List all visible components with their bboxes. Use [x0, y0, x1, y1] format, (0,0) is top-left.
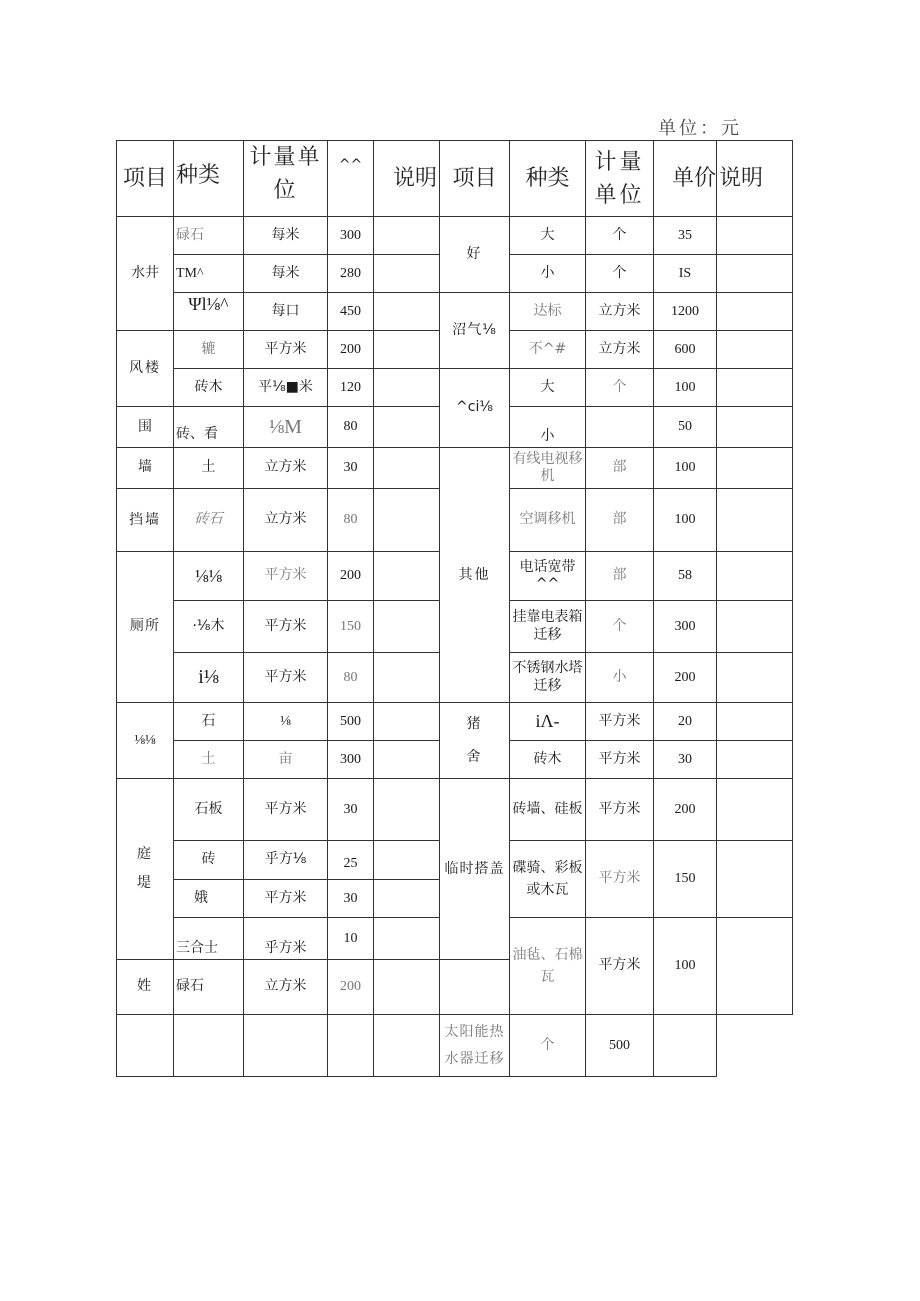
kind-cell: 达标 — [510, 293, 586, 331]
price-cell: 300 — [328, 741, 374, 779]
unit-cell: 平方米 — [586, 703, 654, 741]
empty-cell — [174, 1015, 244, 1077]
table-row — [117, 369, 793, 407]
header-kind-right: 种类 — [510, 141, 586, 217]
unit-cell: 平方米 — [244, 331, 328, 369]
price-cell: 10 — [328, 918, 374, 960]
kind-cell: 砖、看 — [174, 407, 244, 448]
price-cell: 35 — [654, 217, 717, 255]
price-cell: 200 — [654, 779, 717, 841]
category-pigsty: 猪舍 — [440, 703, 510, 779]
unit-cell: 个 — [586, 369, 654, 407]
note-cell — [717, 841, 793, 918]
note-cell — [374, 293, 440, 331]
kind-cell: 电话宽带^^ — [510, 552, 586, 601]
price-cell: 300 — [654, 601, 717, 653]
unit-cell: 立方米 — [586, 331, 654, 369]
unit-cell: 乎方米 — [244, 918, 328, 960]
price-cell: 100 — [654, 369, 717, 407]
category-other: 其他 — [440, 448, 510, 703]
kind-cell: 砖木 — [510, 741, 586, 779]
kind-cell: 有线电视移机 — [510, 448, 586, 489]
note-cell — [374, 407, 440, 448]
price-cell: 500 — [586, 1015, 654, 1077]
unit-label: 单位：元 — [658, 118, 742, 139]
kind-cell: 挂靠电表箱迁移 — [510, 601, 586, 653]
category-good: 好 — [440, 217, 510, 293]
unit-cell: 个 — [586, 217, 654, 255]
kind-cell: 太阳能热水器迁移 — [440, 1015, 510, 1077]
kind-cell: 碟骑、彩板或木瓦 — [510, 841, 586, 918]
price-cell: 25 — [328, 841, 374, 880]
unit-cell: 立方米 — [244, 489, 328, 552]
kind-cell: 碌石 — [174, 217, 244, 255]
kind-cell: 砖 — [174, 841, 244, 880]
note-cell — [717, 255, 793, 293]
note-cell — [717, 331, 793, 369]
price-cell: 150 — [328, 601, 374, 653]
price-cell: 200 — [328, 552, 374, 601]
unit-cell: 立方米 — [244, 960, 328, 1015]
unit-cell: ⅛M — [244, 407, 328, 448]
price-cell: 100 — [654, 448, 717, 489]
note-cell — [374, 841, 440, 880]
kind-cell: 砖石 — [174, 489, 244, 552]
unit-cell: 个 — [510, 1015, 586, 1077]
unit-cell: 立方米 — [244, 448, 328, 489]
kind-cell: 土 — [174, 741, 244, 779]
note-cell — [374, 880, 440, 918]
header-price: ^^ — [328, 141, 374, 217]
table-row — [117, 703, 793, 741]
price-cell: IS — [654, 255, 717, 293]
unit-cell: 平方米 — [244, 779, 328, 841]
category-temporary-build: 临时搭盖 — [440, 779, 510, 960]
category-ci: ^ci⅛ — [440, 369, 510, 448]
note-cell — [374, 960, 440, 1015]
unit-cell: 平方米 — [586, 779, 654, 841]
empty-cell — [244, 1015, 328, 1077]
kind-cell: 石板 — [174, 779, 244, 841]
empty-cell — [117, 1015, 174, 1077]
unit-cell: 每米 — [244, 217, 328, 255]
unit-cell: 平方米 — [586, 741, 654, 779]
note-cell — [717, 407, 793, 448]
price-cell: 200 — [654, 653, 717, 703]
price-cell: 80 — [328, 407, 374, 448]
compensation-table — [116, 140, 793, 1077]
kind-cell: 砖木 — [174, 369, 244, 407]
note-cell — [717, 703, 793, 741]
unit-cell: 部 — [586, 552, 654, 601]
unit-cell: 平方米 — [244, 601, 328, 653]
header-unit: 计量单位 — [244, 141, 328, 217]
price-cell: 50 — [654, 407, 717, 448]
kind-cell: 大 — [510, 217, 586, 255]
kind-cell: iΛ- — [510, 703, 586, 741]
kind-cell: 空调移机 — [510, 489, 586, 552]
header-kind: 种类 — [174, 141, 244, 217]
kind-cell: 大 — [510, 369, 586, 407]
price-cell: 200 — [328, 960, 374, 1015]
category-wall-bottom: 墙 — [117, 448, 174, 489]
kind-cell: 三合士 — [174, 918, 244, 960]
kind-cell: 碌石 — [174, 960, 244, 1015]
price-cell: 200 — [328, 331, 374, 369]
header-note-right: 说明 — [717, 141, 793, 217]
price-cell: 1200 — [654, 293, 717, 331]
unit-cell: 部 — [586, 448, 654, 489]
note-cell — [717, 918, 793, 1015]
kind-cell: ·⅛木 — [174, 601, 244, 653]
unit-cell: 部 — [586, 489, 654, 552]
kind-cell: 石 — [174, 703, 244, 741]
note-cell — [374, 741, 440, 779]
note-cell — [717, 653, 793, 703]
header-unit-right: 计量单位 — [586, 141, 654, 217]
header-item-right: 项目 — [440, 141, 510, 217]
note-cell — [374, 552, 440, 601]
note-cell — [717, 293, 793, 331]
kind-cell: 土 — [174, 448, 244, 489]
price-cell: 30 — [328, 779, 374, 841]
empty-cell — [328, 1015, 374, 1077]
unit-cell: 每口 — [244, 293, 328, 331]
price-cell: 280 — [328, 255, 374, 293]
price-cell: 30 — [328, 880, 374, 918]
note-cell — [374, 779, 440, 841]
category-toilet: 厕所 — [117, 552, 174, 703]
kind-cell: i⅛ — [174, 653, 244, 703]
price-cell: 120 — [328, 369, 374, 407]
kind-cell: 娥 — [174, 880, 244, 918]
unit-cell: 平⅛■米 — [244, 369, 328, 407]
unit-cell: 每米 — [244, 255, 328, 293]
unit-cell: 个 — [586, 255, 654, 293]
price-cell: 450 — [328, 293, 374, 331]
note-cell — [374, 653, 440, 703]
kind-cell: Ψl⅛^ — [174, 293, 244, 331]
price-cell: 30 — [328, 448, 374, 489]
unit-cell: 小 — [586, 653, 654, 703]
kind-cell: 辘 — [174, 331, 244, 369]
note-cell — [374, 489, 440, 552]
price-cell: 20 — [654, 703, 717, 741]
kind-cell: 小 — [510, 255, 586, 293]
note-cell — [374, 448, 440, 489]
kind-cell: TM^ — [174, 255, 244, 293]
unit-cell: 立方米 — [586, 293, 654, 331]
note-cell — [717, 741, 793, 779]
note-cell — [717, 369, 793, 407]
price-cell: 100 — [654, 918, 717, 1015]
note-cell — [374, 255, 440, 293]
note-cell — [717, 779, 793, 841]
category-well: 水井 — [117, 217, 174, 331]
price-cell: 80 — [328, 653, 374, 703]
kind-cell: 油毡、石棉瓦 — [510, 918, 586, 1015]
unit-cell: 个 — [586, 601, 654, 653]
kind-cell: 小 — [510, 407, 586, 448]
unit-cell: 亩 — [244, 741, 328, 779]
note-cell — [717, 448, 793, 489]
note-cell — [717, 217, 793, 255]
table-row — [117, 1015, 793, 1077]
price-cell: 600 — [654, 331, 717, 369]
kind-cell: ⅛⅛ — [174, 552, 244, 601]
note-cell — [717, 489, 793, 552]
unit-cell — [586, 407, 654, 448]
note-cell — [374, 918, 440, 960]
price-cell: 300 — [328, 217, 374, 255]
unit-cell: 平方米 — [244, 653, 328, 703]
category-retaining-wall: 挡墙 — [117, 489, 174, 552]
table-row — [117, 293, 793, 331]
unit-cell: 平方米 — [586, 918, 654, 1015]
category-x88: ⅛⅛ — [117, 703, 174, 779]
note-cell — [374, 703, 440, 741]
unit-cell: 平方米 — [244, 552, 328, 601]
price-cell: 58 — [654, 552, 717, 601]
kind-cell: 不锈钢水塔迁移 — [510, 653, 586, 703]
table-row — [117, 217, 793, 255]
unit-cell: 乎方⅛ — [244, 841, 328, 880]
note-cell — [717, 552, 793, 601]
note-cell — [374, 369, 440, 407]
price-cell: 80 — [328, 489, 374, 552]
kind-cell: 不^# — [510, 331, 586, 369]
note-cell — [374, 217, 440, 255]
note-cell — [374, 331, 440, 369]
price-cell: 30 — [654, 741, 717, 779]
unit-cell: ⅛ — [244, 703, 328, 741]
empty-cell — [374, 1015, 440, 1077]
price-cell: 500 — [328, 703, 374, 741]
note-cell — [717, 601, 793, 653]
price-cell: 100 — [654, 489, 717, 552]
unit-cell: 平方米 — [244, 880, 328, 918]
note-cell — [374, 601, 440, 653]
category-xing: 姓 — [117, 960, 174, 1015]
kind-cell: 砖墙、硅板 — [510, 779, 586, 841]
price-cell: 150 — [654, 841, 717, 918]
header-row — [117, 141, 793, 217]
header-note: 说明 — [374, 141, 440, 217]
category-wind-tower: 风楼 — [117, 331, 174, 407]
header-price-right: 单价 — [654, 141, 717, 217]
note-cell — [654, 1015, 717, 1077]
category-biogas: 沼气⅛ — [440, 293, 510, 369]
table-row — [117, 779, 793, 841]
header-item: 项目 — [117, 141, 174, 217]
unit-cell: 平方米 — [586, 841, 654, 918]
category-wall-top: 围 — [117, 407, 174, 448]
category-yard: 庭堤 — [117, 779, 174, 960]
table-row — [117, 448, 793, 489]
